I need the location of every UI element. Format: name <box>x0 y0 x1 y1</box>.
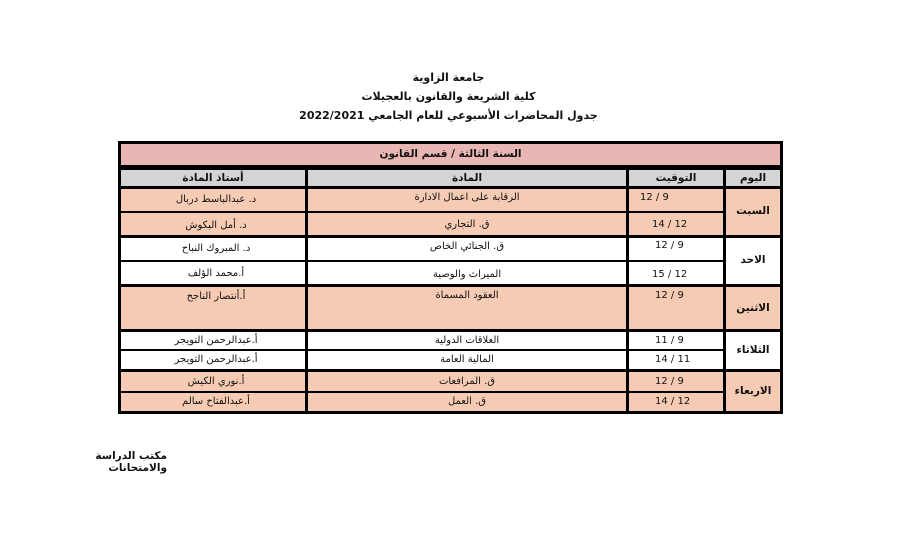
teacher-cell: أ.محمد الؤلف <box>187 268 245 279</box>
time-cell: 14 / 12 <box>655 396 691 407</box>
table-banner: السنة الثالثة / قسم القانون <box>121 144 780 165</box>
teacher-cell: أ.عبدالفتاح سالم <box>182 396 250 407</box>
time-cell: 12 / 9 <box>640 192 669 203</box>
faculty-title: كلية الشريعة والقانون بالعجيلات <box>361 90 536 103</box>
teacher-cell: أ.عبدالرحمن التويجر <box>174 354 258 365</box>
teacher-cell: د. أمل البكوش <box>185 220 247 231</box>
subject-cell: ق. الجنائي الخاص <box>429 241 505 252</box>
day-label-wednesday: الاربعاء <box>734 385 772 397</box>
teacher-cell: د. المبروك النباح <box>181 243 251 254</box>
time-cell: 15 / 12 <box>652 269 688 280</box>
time-cell: 12 / 9 <box>655 240 684 251</box>
university-title: جامعة الزاوية <box>412 71 485 84</box>
time-cell: 12 / 9 <box>655 376 684 387</box>
schedule-title: جدول المحاضرات الأسبوعي للعام الجامعي 2022/2021 <box>299 109 598 122</box>
subject-cell: العلاقات الدولية <box>434 335 500 346</box>
column-header-time: التوقيت <box>629 170 723 186</box>
day-label-tuesday: الثلاثاء <box>736 344 770 356</box>
day-label-saturday: السبت <box>736 205 770 217</box>
teacher-cell: د. عبدالباسط دربال <box>175 194 257 205</box>
subject-cell: العقود المسماة <box>435 290 499 301</box>
time-cell: 11 / 9 <box>655 335 684 346</box>
exam-office-signature: مكتب الدراسة والامتحانات <box>95 450 167 474</box>
time-cell: 12 / 9 <box>655 290 684 301</box>
subject-cell: ق. المرافعات <box>438 376 496 387</box>
column-header-subject: المادة <box>308 170 626 186</box>
time-cell: 14 / 12 <box>652 219 688 230</box>
subject-cell: الرقابة على اعمال الادارة <box>414 192 520 203</box>
column-header-teacher: أستاذ المادة <box>121 170 305 186</box>
subject-cell: المالية العامة <box>440 354 494 365</box>
column-header-day: اليوم <box>726 170 780 186</box>
teacher-cell: أ.عبدالرحمن التويجر <box>174 335 258 346</box>
subject-cell: الميراث والوصية <box>432 269 502 280</box>
time-cell: 14 / 11 <box>655 354 691 365</box>
day-label-monday: الاثنين <box>736 302 770 314</box>
subject-cell: ق. التجاري <box>444 219 490 230</box>
teacher-cell: أ.نوري الكيش <box>187 376 245 387</box>
subject-cell: ق. العمل <box>447 396 487 407</box>
teacher-cell: أ.أنتصار الناجح <box>186 291 246 302</box>
day-label-sunday: الاحد <box>740 254 766 266</box>
